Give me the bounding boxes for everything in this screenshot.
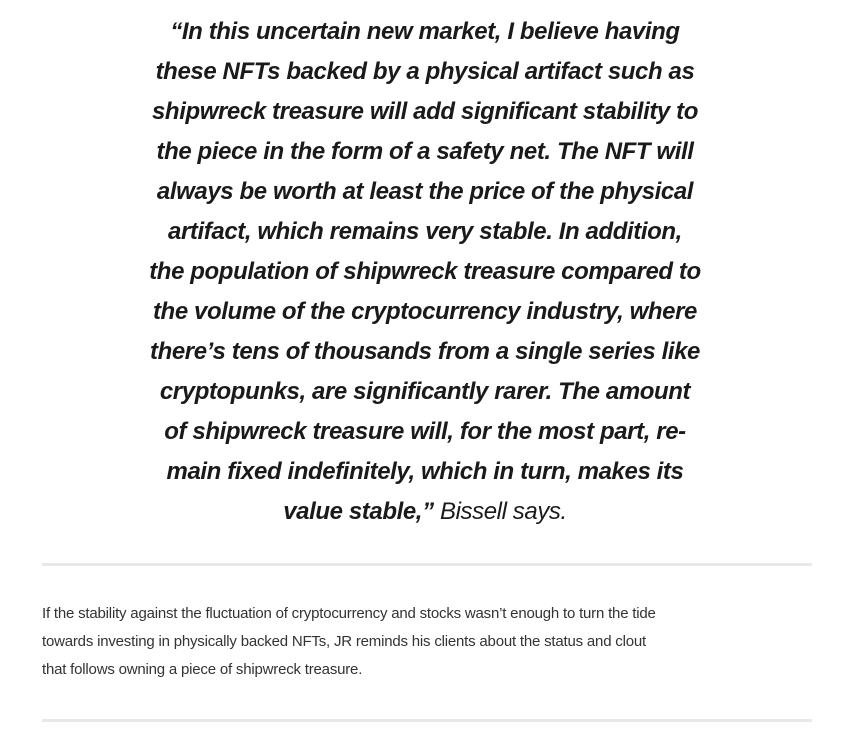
quote-line: there’s tens of thousands from a single series like — [149, 338, 700, 365]
quote-line: cryptopunks, are significantly rarer. The amount — [159, 378, 691, 405]
quote-line: of shipwreck treasure will, for the most part, re- — [164, 418, 686, 445]
quote-line: the population of shipwreck treasure compared to — [149, 258, 701, 285]
paragraph-line: towards investing in physically backed NFTs, JR reminds his clients about the status and clout — [42, 633, 646, 650]
paragraph-line: If the stability against the fluctuation of cryptocurrency and stocks wasn’t enough to turn the tide — [42, 605, 656, 622]
quote-line: shipwreck treasure will add significant stability to — [151, 98, 698, 125]
divider — [42, 719, 812, 722]
quote-line: main fixed indefinitely, which in turn, makes its — [166, 458, 684, 485]
quote-line: the piece in the form of a safety net. The NFT will — [156, 138, 694, 165]
quote-last-line — [0, 492, 850, 532]
quote-line: “In this uncertain new market, I believe having — [170, 18, 680, 45]
quote-line: always be worth at least the price of the physical — [156, 178, 694, 205]
quote-end: value stable,” — [283, 498, 434, 525]
pull-quote — [0, 12, 850, 532]
quote-attribution: Bissell says. — [433, 498, 567, 525]
quote-line: the volume of the cryptocurrency industry, where — [152, 298, 698, 325]
divider — [42, 563, 812, 566]
paragraph-line: that follows owning a piece of shipwreck treasure. — [42, 661, 363, 678]
body-paragraph — [42, 600, 822, 684]
quote-line: these NFTs backed by a physical artifact such as — [155, 58, 695, 85]
quote-line: artifact, which remains very stable. In addition, — [168, 218, 682, 245]
